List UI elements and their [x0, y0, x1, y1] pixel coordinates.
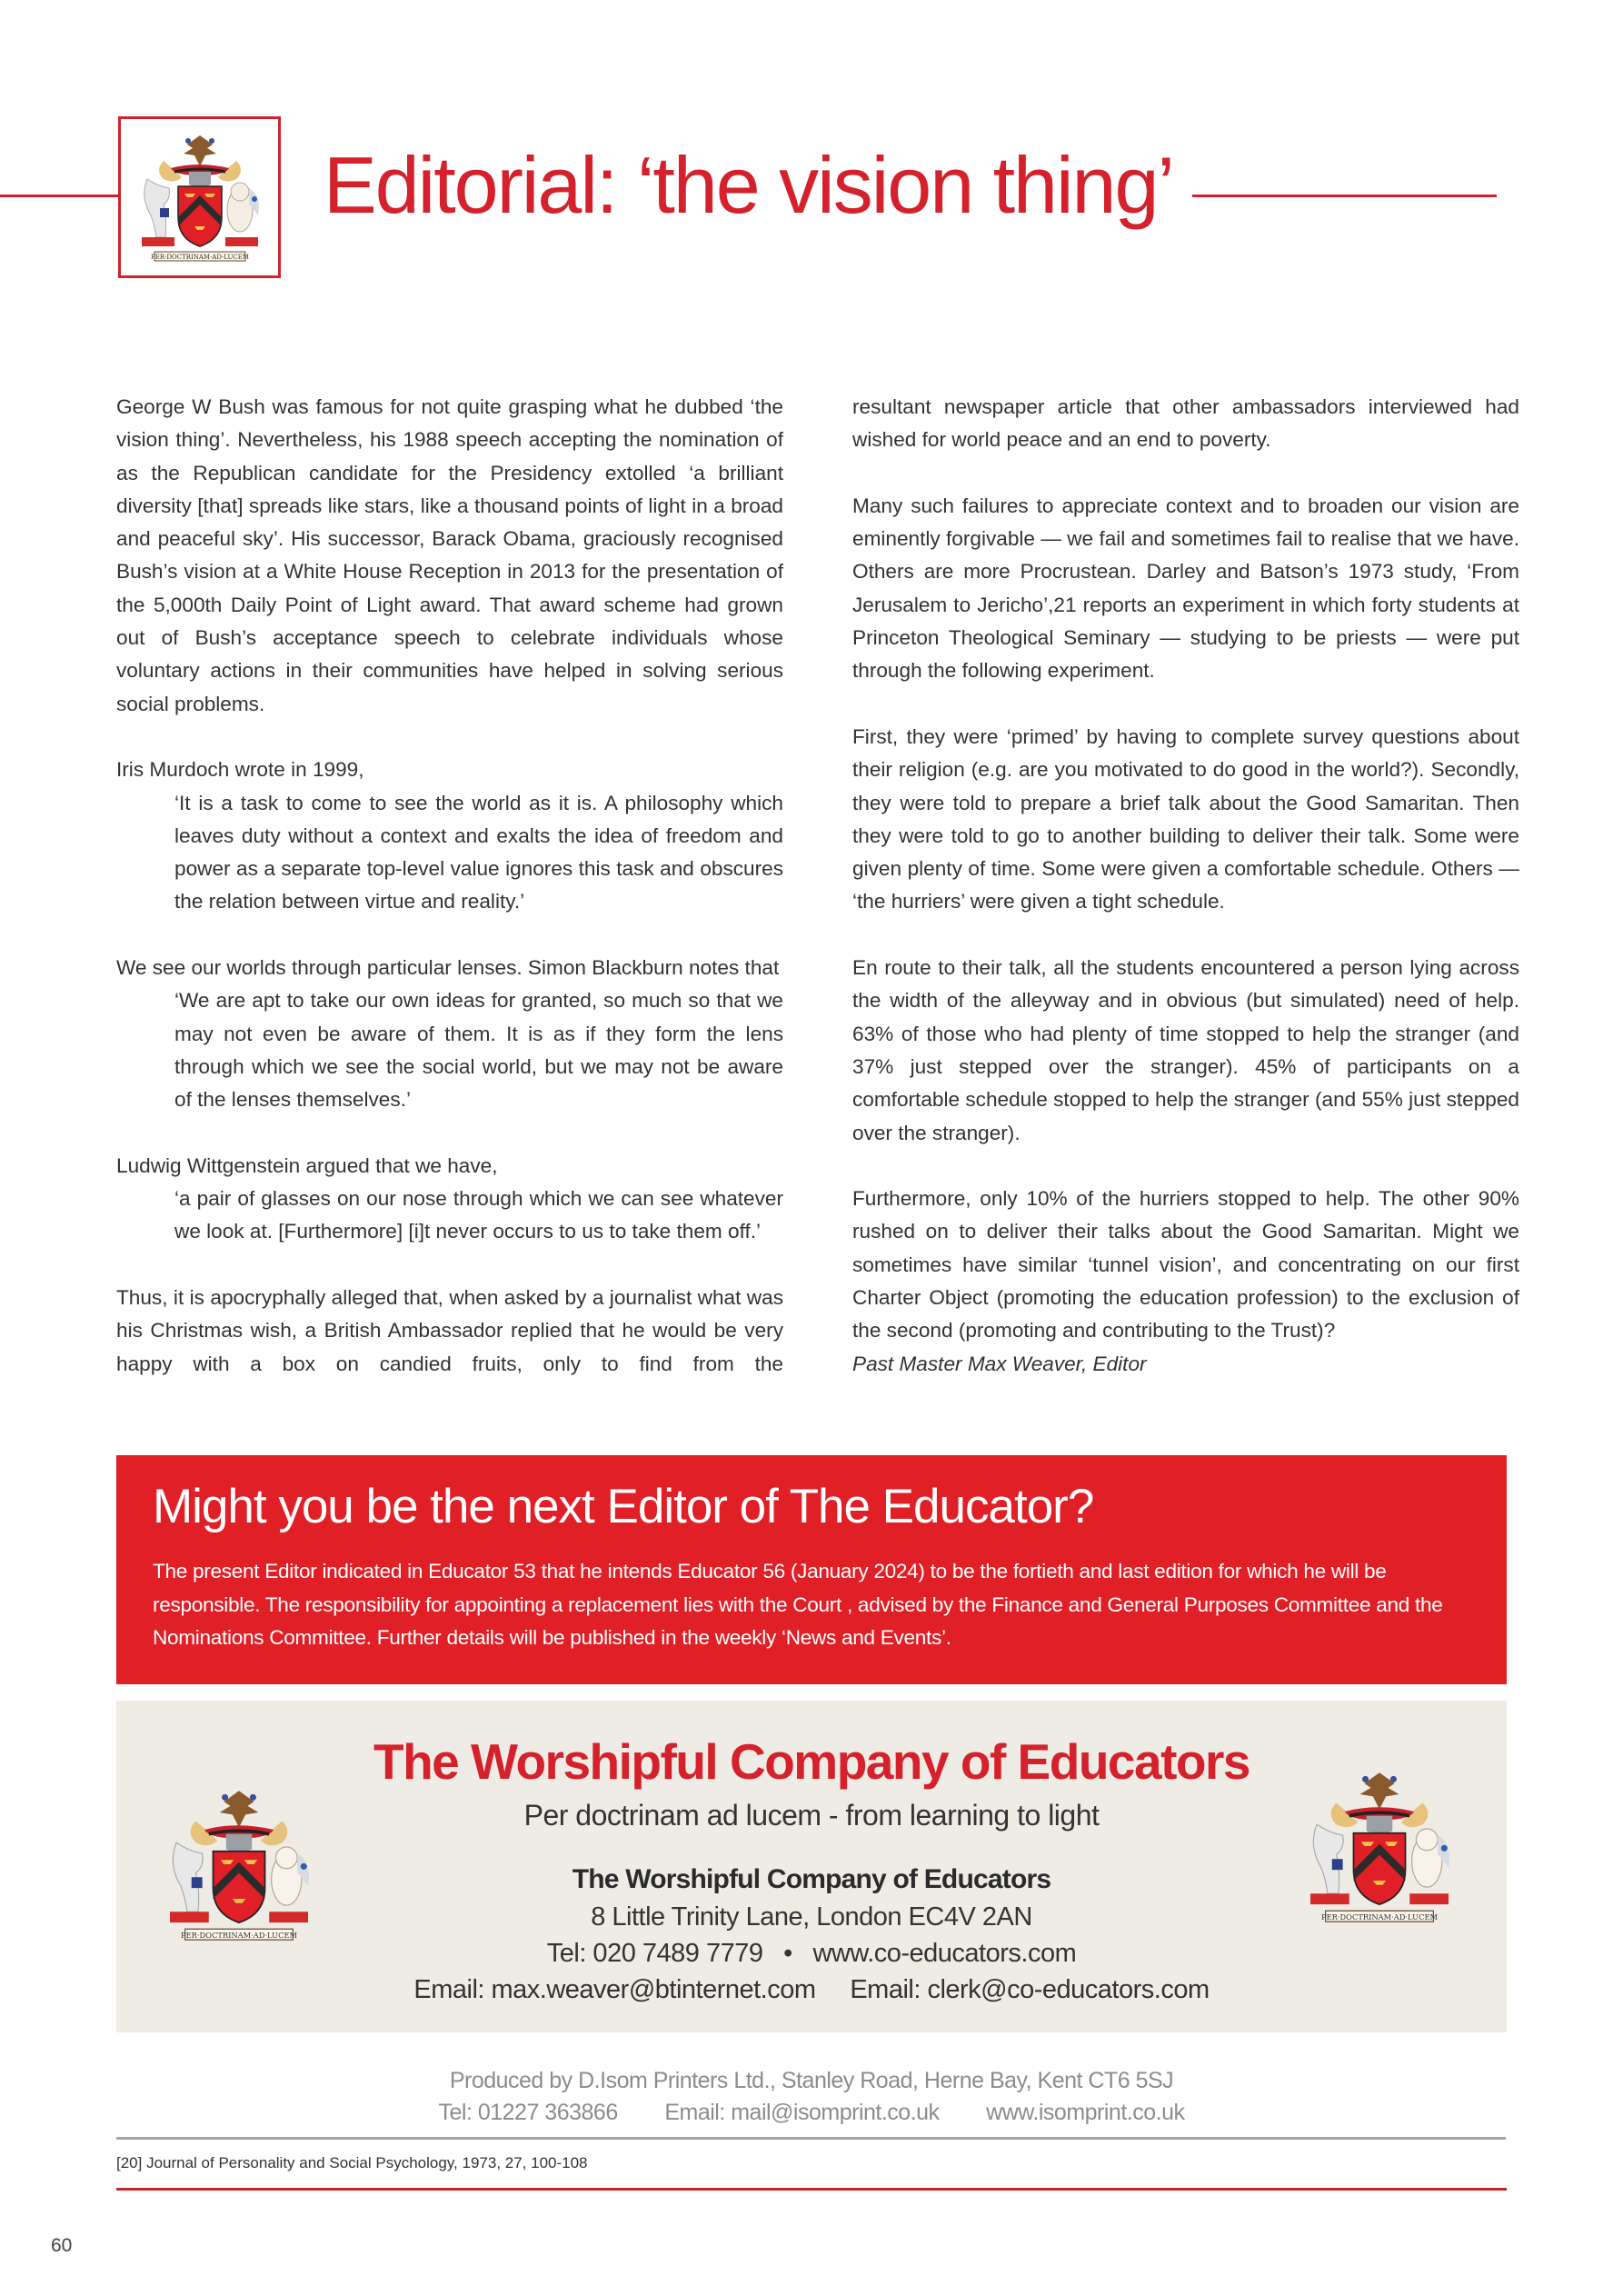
svg-text:PER·DOCTRINAM·AD·LUCEM: PER·DOCTRINAM·AD·LUCEM [1321, 1912, 1438, 1922]
article-paragraph: Many such failures to appreciate context and to broaden our vision are eminently forgivable — we fail and sometimes fail to realise that we have. Others are more Procrustean. Darley and Batson’s 1973 study, ‘From Jerusalem to Jericho’,21 reports an experiment in which forty students at Princeton Theological Seminary — studying to be priests — were put through the following experiment. [852, 494, 1519, 683]
article-paragraph: First, they were ‘primed’ by having to complete survey questions about their religion (e.g. are you motivated to do good in the world?). Secondly, they were told to prepare a brief talk about the Good Samaritan. Then they were told to go to another building to deliver their talk. Some were given plenty of time. Some were given a comfortable schedule. Others — ‘the hurriers’ were given a tight schedule. [852, 724, 1519, 913]
article-paragraph: Thus, it is apocryphally alleged that, when asked by a journalist what was his Christmas wish, a British Ambassador replied that he would be very happy with a box on candied fruits, only to find from the [116, 1286, 783, 1375]
block-quote: ‘We are apt to take our own ideas for granted, so much so that we may not even be aware of them. It is as if they form the lens through which we see the social world, but we may not be aware of the lenses themselves.’ [174, 989, 783, 1112]
page-number: 60 [51, 2235, 73, 2256]
printer-address: Produced by D.Isom Printers Ltd., Stanley Road, Herne Bay, Kent CT6 5SJ [449, 2068, 1174, 2093]
printer-contact-line [0, 2100, 1623, 2126]
footnote-divider [116, 2137, 1506, 2140]
printer-phone: Tel: 01227 363866 [438, 2100, 618, 2125]
bullet-separator: • [783, 1939, 792, 1968]
editor-recruitment-banner [116, 1455, 1507, 1684]
banner-heading: Might you be the next Editor of The Educator? [153, 1480, 1094, 1533]
block-quote: ‘a pair of glasses on our nose through which we can see whatever we look at. [Furthermore] [i]t never occurs to us to take them off.’ [174, 1187, 783, 1243]
svg-text:PER·DOCTRINAM·AD·LUCEM: PER·DOCTRINAM·AD·LUCEM [181, 1930, 297, 1940]
editor-email-link[interactable]: Email: max.weaver@btinternet.com [413, 1975, 816, 2004]
article-paragraph: We see our worlds through particular lenses. Simon Blackburn notes that [116, 956, 780, 980]
article-paragraph: Iris Murdoch wrote in 1999, [116, 758, 364, 782]
company-website-link[interactable]: www.co-educators.com [812, 1939, 1077, 1968]
article-paragraph: Ludwig Wittgenstein argued that we have, [116, 1153, 498, 1177]
printer-email-link[interactable]: Email: mail@isomprint.co.uk [664, 2100, 940, 2125]
footnote: [20] Journal of Personality and Social Psychology, 1973, 27, 100-108 [116, 2154, 588, 2171]
article-paragraph: En route to their talk, all the students encountered a person lying across the width of the alleyway and in obvious (but simulated) need of help. 63% of those who had plenty of time stopped to help the stranger (and 37% just stepped over the stranger). 45% of participants on a comfortable schedule stopped to help the stranger (and 55% just stepped over the stranger). [852, 956, 1519, 1144]
company-phone: Tel: 020 7489 7779 [546, 1939, 763, 1968]
crest-logo-frame [118, 116, 281, 278]
company-address: 8 Little Trinity Lane, London EC4V 2AN [591, 1902, 1032, 1932]
svg-text:PER·DOCTRINAM·AD·LUCEM: PER·DOCTRINAM·AD·LUCEM [150, 254, 249, 261]
company-motto: Per doctrinam ad lucem - from learning to light [523, 1799, 1100, 1832]
author-signature: Past Master Max Weaver, Editor [852, 1352, 1147, 1375]
block-quote: ‘It is a task to come to see the world as it is. A philosophy which leaves duty without a context and exalts the idea of freedom and power as a separate top-level value ignores this task and obscures the relation between virtue and reality.’ [174, 791, 783, 913]
coat-of-arms-icon [127, 125, 273, 270]
header-rule-right [1192, 195, 1497, 197]
company-info-box [116, 1701, 1507, 2032]
article-paragraph: George W Bush was famous for not quite grasping what he dubbed ‘the vision thing’. Nevertheless, his 1988 speech accepting the nomination of as the Republican candidate for the Presidency extolled ‘a brilliant diversity [that] spreads like stars, like a thousand points of light in a broad and peaceful sky’. His successor, Barack Obama, graciously recognised Bush’s vision at a White House Reception in 2013 for the presentation of the 5,000th Daily Point of Light award. That award scheme had grown out of Bush’s acceptance speech to celebrate individuals whose voluntary actions in their communities have helped in solving serious social problems. [116, 395, 783, 715]
header-rule-left [0, 195, 119, 197]
company-title: The Worshipful Company of Educators [373, 1733, 1250, 1790]
clerk-email-link[interactable]: Email: clerk@co-educators.com [850, 1975, 1210, 2004]
footer-rule [116, 2188, 1507, 2191]
company-email-line [116, 1975, 1507, 2005]
printer-website-link[interactable]: www.isomprint.co.uk [986, 2100, 1185, 2125]
company-name: The Worshipful Company of Educators [572, 1864, 1051, 1894]
article-paragraph: Furthermore, only 10% of the hurriers stopped to help. The other 90% rushed on to deliver their talks about the Good Samaritan. Might we sometimes have similar ‘tunnel vision’, and concentrating on our first Charter Object (promoting the education profession) to the exclusion of the second (promoting and contributing to the Trust)? [852, 1187, 1519, 1343]
article-paragraph: resultant newspaper article that other ambassadors interviewed had wished for world peace and an end to poverty. [852, 395, 1519, 452]
banner-body: The present Editor indicated in Educator 53 that he intends Educator 56 (January 2024) to be the fortieth and last edition for which he will be responsible. The responsibility for appointing a replacement lies with the Court , advised by the Finance and General Purposes Committee and the Nominations Committee. Further details will be published in the weekly ‘News and Events’. [153, 1560, 1443, 1649]
article-left-column [116, 391, 783, 1381]
page-title: Editorial: ‘the vision thing’ [324, 140, 1173, 230]
article-right-column [852, 391, 1519, 1381]
company-contact-line [116, 1939, 1507, 1969]
